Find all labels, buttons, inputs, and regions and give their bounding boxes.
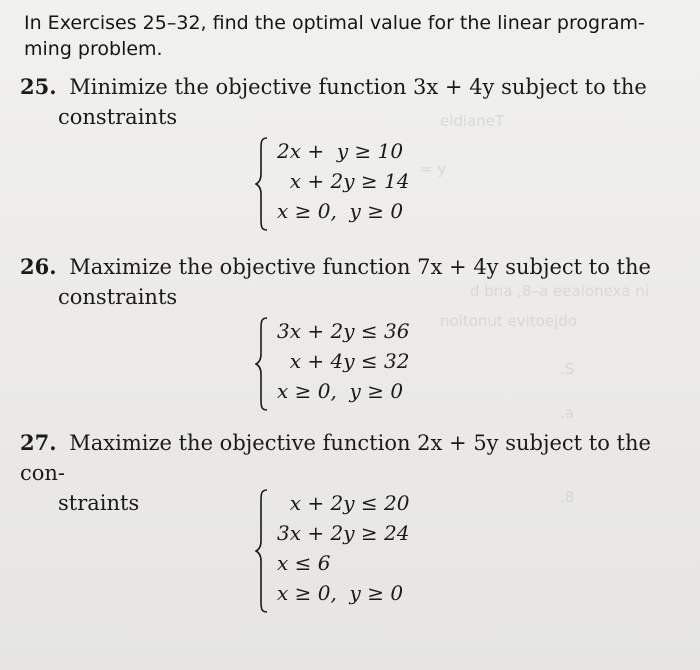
constraint-row: x ≥ 0, y ≥ 0 <box>277 581 404 605</box>
exercise-25-constraint-system <box>255 136 409 232</box>
exercise-27-constraint-system <box>255 488 409 614</box>
exercise-25-number: 25. <box>20 74 57 99</box>
exercise-26-number: 26. <box>20 254 57 279</box>
constraint-row: 3x + 2y ≤ 36 <box>277 319 410 343</box>
left-brace-icon <box>255 316 269 412</box>
bleed-through-text: .8 <box>560 488 575 506</box>
constraint-row: 2x + y ≥ 10 <box>277 139 404 163</box>
bleed-through-text: d bna ,8–a eeaionexa ni <box>470 282 650 300</box>
exercise-26-constraint-system <box>255 316 409 412</box>
constraint-row: x + 2y ≥ 14 <box>277 169 410 193</box>
constraint-row: x ≥ 0, y ≥ 0 <box>277 199 404 223</box>
constraint-row: x ≤ 6 <box>277 551 331 575</box>
exercise-25-prompt <box>20 72 680 132</box>
left-brace-icon <box>255 136 269 232</box>
constraint-row: x + 4y ≤ 32 <box>277 349 410 373</box>
bleed-through-text: eldianeT <box>440 112 505 130</box>
bleed-through-text: noitonut evitoejdo <box>440 312 577 330</box>
constraint-row: x ≥ 0, y ≥ 0 <box>277 379 404 403</box>
bleed-through-text: .S <box>560 360 575 378</box>
instructions <box>24 10 674 62</box>
exercise-25-continuation: constraints <box>58 105 178 129</box>
exercise-25-text: Minimize the objective function 3x + 4y subject to the <box>69 75 647 99</box>
bleed-through-text: .a <box>560 404 574 422</box>
constraint-row: x + 2y ≤ 20 <box>277 491 410 515</box>
exercise-27-number: 27. <box>20 430 57 455</box>
exercise-26-text: Maximize the objective function 7x + 4y subject to the <box>69 255 651 279</box>
exercise-26-prompt <box>20 252 680 312</box>
exercise-27-text: Maximize the objective function 2x + 5y subject to the con- <box>20 431 651 485</box>
constraint-row: 3x + 2y ≥ 24 <box>277 521 410 545</box>
exercise-27-continuation: straints <box>58 491 140 515</box>
left-brace-icon <box>255 488 269 614</box>
bleed-through-text: = y <box>420 160 447 178</box>
instructions-line-2: ming problem. <box>24 38 163 60</box>
exercise-26-continuation: constraints <box>58 285 178 309</box>
instructions-line-1: In Exercises 25–32, find the optimal value for the linear program- <box>24 12 645 34</box>
